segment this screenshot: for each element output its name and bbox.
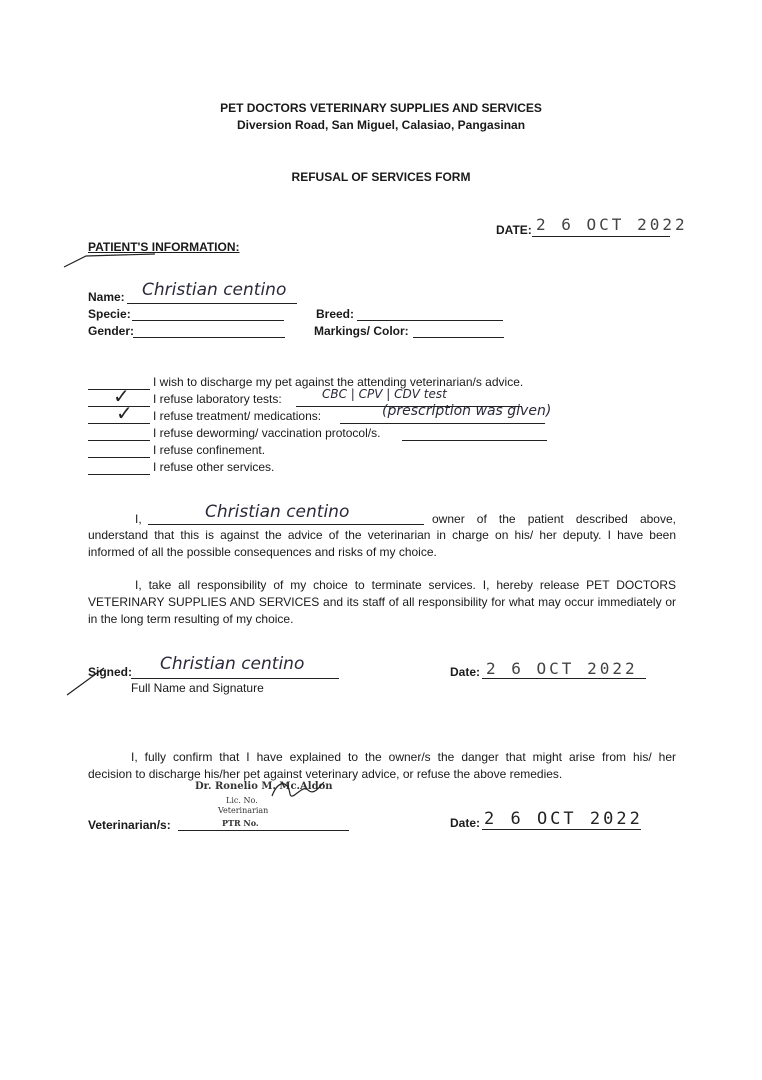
company-address: Diversion Road, San Miguel, Calasiao, Pangasinan (236, 118, 526, 132)
date-label: DATE: (496, 223, 532, 237)
vet-date-label: Date: (450, 816, 481, 830)
para2-line2: VETERINARY SUPPLIES AND SERVICES and its staff of all responsibility for what may occur immediately or (88, 595, 676, 609)
company-name: PET DOCTORS VETERINARY SUPPLIES AND SERVICES (220, 101, 542, 115)
signed-date-label: Date: (450, 665, 481, 679)
check-mark-icon: ✓ (116, 403, 133, 425)
vet-line (178, 830, 349, 831)
signed-date-stamp: 2 6 OCT 2022 (486, 659, 638, 678)
signature-line (131, 678, 339, 679)
pen-stroke (60, 240, 160, 270)
vet-stamp-ptr: PTR No. (222, 818, 259, 828)
vet-stamp-name: Dr. Ronelio M. Mc.Aldon (195, 781, 333, 792)
owner-name-handwriting: Christian centino (205, 502, 350, 522)
vet-date-stamp: 2 6 OCT 2022 (484, 809, 643, 829)
date-stamp-top: 2 6 OCT 2022 (536, 215, 688, 234)
specie-line (132, 320, 284, 321)
vet-stamp-license: Lic. No. (226, 796, 258, 805)
option-line (88, 474, 150, 475)
vet-stamp-title: Veterinarian (218, 806, 269, 815)
option-lab-tests: I refuse laboratory tests: (153, 392, 282, 406)
option-other: I refuse other services. (153, 460, 275, 474)
signature-handwriting: Christian centino (160, 654, 305, 674)
para3-line2: decision to discharge his/her pet against veterinary advice, or refuse the above remedies. (88, 767, 563, 781)
gender-label: Gender: (88, 324, 135, 338)
option-confinement: I refuse confinement. (153, 443, 266, 457)
breed-label: Breed: (316, 307, 355, 321)
option-discharge: I wish to discharge my pet against the attending veterinarian/s advice. (153, 375, 524, 389)
option-line (88, 457, 150, 458)
para2-line3: in the long term resulting of my choice. (88, 612, 294, 626)
lab-tests-note: CBC | CPV | CDV test (322, 387, 447, 401)
signature-caption: Full Name and Signature (131, 681, 264, 695)
option-treatment: I refuse treatment/ medications: (153, 409, 322, 423)
para1-line2: understand that this is against the advice of the veterinarian in charge on his/ her deputy. I have been (88, 528, 676, 542)
patient-info-heading: PATIENT'S INFORMATION: (88, 240, 240, 254)
option-deworming: I refuse deworming/ vaccination protocol/s. (153, 426, 381, 440)
signed-label: Signed: (88, 665, 132, 679)
name-label: Name: (88, 290, 125, 304)
pen-stroke (64, 648, 124, 698)
owner-name-line (148, 524, 424, 525)
para1-line3: informed of all the possible consequences and risks of my choice. (88, 545, 437, 559)
gender-line (133, 337, 285, 338)
name-handwriting: Christian centino (142, 280, 287, 300)
option-line (88, 440, 150, 441)
markings-line (413, 337, 504, 338)
specie-label: Specie: (88, 307, 131, 321)
markings-label: Markings/ Color: (314, 324, 409, 338)
deworming-line (402, 440, 547, 441)
treatment-line (340, 423, 545, 424)
date-line (532, 236, 670, 237)
vet-date-line (482, 829, 641, 830)
para3-line1: I, fully confirm that I have explained to the owner/s the danger that might arise from his/ her (131, 750, 676, 764)
name-line (127, 303, 297, 304)
treatment-note: (prescription was given) (382, 403, 552, 419)
form-title: REFUSAL OF SERVICES FORM (291, 170, 471, 184)
breed-line (357, 320, 503, 321)
vet-signature (268, 776, 328, 806)
signed-date-line (482, 678, 646, 679)
para1-suffix: owner of the patient described above, (432, 512, 676, 526)
check-mark-icon: ✓ (113, 386, 130, 408)
vet-label: Veterinarian/s: (88, 818, 171, 832)
para1-prefix: I, (135, 512, 142, 526)
para2-line1: I, take all responsibility of my choice to terminate services. I, hereby release PET DOCTORS (135, 578, 676, 592)
